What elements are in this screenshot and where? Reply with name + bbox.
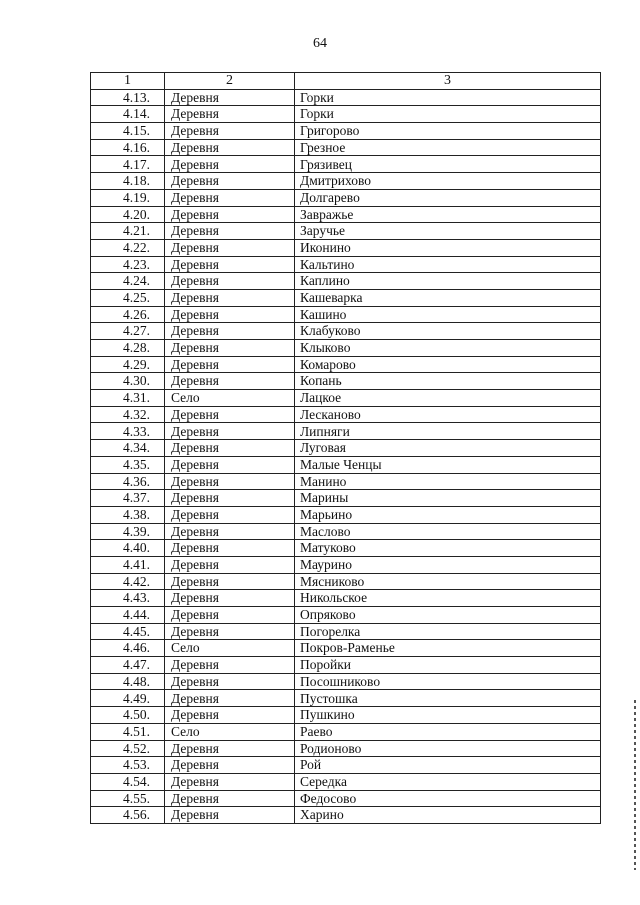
table-row	[91, 757, 601, 774]
settlement-type-cell: Деревня	[165, 173, 295, 190]
settlement-name-cell: Опряково	[295, 607, 601, 624]
table-row	[91, 740, 601, 757]
settlement-name-cell: Лесканово	[295, 406, 601, 423]
column-header-name: 3	[295, 73, 601, 90]
table-row	[91, 323, 601, 340]
row-number-cell: 4.33.	[91, 423, 165, 440]
table-row	[91, 123, 601, 140]
table-row	[91, 673, 601, 690]
settlement-type-cell: Деревня	[165, 506, 295, 523]
settlement-name-cell: Посошниково	[295, 673, 601, 690]
settlement-type-cell: Деревня	[165, 206, 295, 223]
row-number-cell: 4.29.	[91, 356, 165, 373]
row-number-cell: 4.25.	[91, 289, 165, 306]
row-number-cell: 4.37.	[91, 490, 165, 507]
table-row	[91, 173, 601, 190]
settlement-type-cell: Деревня	[165, 273, 295, 290]
row-number-cell: 4.21.	[91, 223, 165, 240]
settlement-type-cell: Деревня	[165, 223, 295, 240]
table-row	[91, 273, 601, 290]
row-number-cell: 4.20.	[91, 206, 165, 223]
table-row	[91, 223, 601, 240]
row-number-cell: 4.42.	[91, 573, 165, 590]
row-number-cell: 4.51.	[91, 723, 165, 740]
settlement-type-cell: Деревня	[165, 139, 295, 156]
settlement-type-cell: Деревня	[165, 657, 295, 674]
settlement-type-cell: Деревня	[165, 607, 295, 624]
row-number-cell: 4.22.	[91, 239, 165, 256]
settlement-name-cell: Раево	[295, 723, 601, 740]
row-number-cell: 4.26.	[91, 306, 165, 323]
settlement-type-cell: Деревня	[165, 773, 295, 790]
settlement-name-cell: Завражье	[295, 206, 601, 223]
settlement-name-cell: Грезное	[295, 139, 601, 156]
settlement-type-cell: Деревня	[165, 340, 295, 357]
table-row	[91, 406, 601, 423]
row-number-cell: 4.39.	[91, 523, 165, 540]
table-row	[91, 456, 601, 473]
settlement-name-cell: Комарово	[295, 356, 601, 373]
settlement-name-cell: Луговая	[295, 440, 601, 457]
settlement-name-cell: Грязивец	[295, 156, 601, 173]
settlement-type-cell: Деревня	[165, 707, 295, 724]
settlement-type-cell: Деревня	[165, 356, 295, 373]
settlement-name-cell: Федосово	[295, 790, 601, 807]
settlement-name-cell: Харино	[295, 807, 601, 824]
table-row	[91, 289, 601, 306]
settlement-name-cell: Дмитрихово	[295, 173, 601, 190]
settlement-type-cell: Деревня	[165, 89, 295, 106]
settlement-name-cell: Каплино	[295, 273, 601, 290]
settlement-name-cell: Рой	[295, 757, 601, 774]
row-number-cell: 4.46.	[91, 640, 165, 657]
table-row	[91, 540, 601, 557]
table-row	[91, 306, 601, 323]
settlement-name-cell: Покров-Раменье	[295, 640, 601, 657]
settlement-name-cell: Пустошка	[295, 690, 601, 707]
settlement-type-cell: Деревня	[165, 156, 295, 173]
row-number-cell: 4.40.	[91, 540, 165, 557]
table-row	[91, 523, 601, 540]
row-number-cell: 4.35.	[91, 456, 165, 473]
settlement-type-cell: Деревня	[165, 373, 295, 390]
row-number-cell: 4.24.	[91, 273, 165, 290]
row-number-cell: 4.41.	[91, 556, 165, 573]
row-number-cell: 4.14.	[91, 106, 165, 123]
row-number-cell: 4.38.	[91, 506, 165, 523]
settlement-type-cell: Деревня	[165, 523, 295, 540]
column-header-type: 2	[165, 73, 295, 90]
table-row	[91, 423, 601, 440]
settlement-name-cell: Липняги	[295, 423, 601, 440]
table-row	[91, 590, 601, 607]
row-number-cell: 4.54.	[91, 773, 165, 790]
table-row	[91, 490, 601, 507]
settlement-name-cell: Долгарево	[295, 189, 601, 206]
settlement-type-cell: Деревня	[165, 189, 295, 206]
table-header-row	[91, 73, 601, 90]
settlement-name-cell: Малые Ченцы	[295, 456, 601, 473]
table-row	[91, 373, 601, 390]
row-number-cell: 4.17.	[91, 156, 165, 173]
row-number-cell: 4.36.	[91, 473, 165, 490]
table-row	[91, 807, 601, 824]
table-row	[91, 89, 601, 106]
table-row	[91, 473, 601, 490]
settlement-type-cell: Деревня	[165, 540, 295, 557]
settlement-type-cell: Деревня	[165, 807, 295, 824]
row-number-cell: 4.44.	[91, 607, 165, 624]
table-row	[91, 657, 601, 674]
settlement-name-cell: Копань	[295, 373, 601, 390]
row-number-cell: 4.34.	[91, 440, 165, 457]
settlement-type-cell: Деревня	[165, 256, 295, 273]
table-row	[91, 189, 601, 206]
settlement-type-cell: Село	[165, 640, 295, 657]
settlement-name-cell: Маурино	[295, 556, 601, 573]
settlement-name-cell: Кашино	[295, 306, 601, 323]
settlement-name-cell: Иконино	[295, 239, 601, 256]
scan-edge-mark	[634, 700, 636, 870]
settlement-name-cell: Мясниково	[295, 573, 601, 590]
row-number-cell: 4.15.	[91, 123, 165, 140]
row-number-cell: 4.45.	[91, 623, 165, 640]
settlement-type-cell: Деревня	[165, 740, 295, 757]
table-row	[91, 690, 601, 707]
settlements-table	[90, 72, 601, 824]
settlement-type-cell: Деревня	[165, 440, 295, 457]
table-row	[91, 239, 601, 256]
table-row	[91, 723, 601, 740]
settlement-type-cell: Деревня	[165, 573, 295, 590]
table-row	[91, 256, 601, 273]
settlement-name-cell: Кальтино	[295, 256, 601, 273]
table-row	[91, 773, 601, 790]
settlement-name-cell: Середка	[295, 773, 601, 790]
row-number-cell: 4.23.	[91, 256, 165, 273]
row-number-cell: 4.28.	[91, 340, 165, 357]
settlement-name-cell: Клыково	[295, 340, 601, 357]
settlement-type-cell: Деревня	[165, 456, 295, 473]
settlement-type-cell: Деревня	[165, 690, 295, 707]
settlement-name-cell: Матуково	[295, 540, 601, 557]
settlement-type-cell: Деревня	[165, 406, 295, 423]
settlement-type-cell: Деревня	[165, 473, 295, 490]
settlement-name-cell: Горки	[295, 106, 601, 123]
table-row	[91, 206, 601, 223]
settlement-name-cell: Родионово	[295, 740, 601, 757]
table-row	[91, 340, 601, 357]
settlement-name-cell: Кашеварка	[295, 289, 601, 306]
table-row	[91, 139, 601, 156]
table-row	[91, 390, 601, 407]
row-number-cell: 4.49.	[91, 690, 165, 707]
row-number-cell: 4.19.	[91, 189, 165, 206]
row-number-cell: 4.27.	[91, 323, 165, 340]
row-number-cell: 4.50.	[91, 707, 165, 724]
row-number-cell: 4.31.	[91, 390, 165, 407]
row-number-cell: 4.47.	[91, 657, 165, 674]
settlement-type-cell: Деревня	[165, 556, 295, 573]
settlement-name-cell: Клабуково	[295, 323, 601, 340]
settlement-type-cell: Деревня	[165, 490, 295, 507]
table-row	[91, 790, 601, 807]
row-number-cell: 4.13.	[91, 89, 165, 106]
table-row	[91, 106, 601, 123]
table-row	[91, 607, 601, 624]
page-number: 64	[313, 36, 327, 51]
settlement-type-cell: Деревня	[165, 790, 295, 807]
settlement-type-cell: Деревня	[165, 323, 295, 340]
row-number-cell: 4.53.	[91, 757, 165, 774]
settlement-name-cell: Лацкое	[295, 390, 601, 407]
settlement-name-cell: Марьино	[295, 506, 601, 523]
settlement-name-cell: Манино	[295, 473, 601, 490]
table-row	[91, 573, 601, 590]
settlement-name-cell: Марины	[295, 490, 601, 507]
settlement-name-cell: Поройки	[295, 657, 601, 674]
settlement-type-cell: Деревня	[165, 757, 295, 774]
row-number-cell: 4.55.	[91, 790, 165, 807]
settlement-type-cell: Деревня	[165, 623, 295, 640]
settlement-type-cell: Деревня	[165, 590, 295, 607]
settlement-type-cell: Село	[165, 390, 295, 407]
row-number-cell: 4.56.	[91, 807, 165, 824]
row-number-cell: 4.43.	[91, 590, 165, 607]
settlement-name-cell: Григорово	[295, 123, 601, 140]
row-number-cell: 4.18.	[91, 173, 165, 190]
table-row	[91, 356, 601, 373]
settlement-name-cell: Заручье	[295, 223, 601, 240]
table-row	[91, 623, 601, 640]
settlement-type-cell: Деревня	[165, 123, 295, 140]
table-row	[91, 640, 601, 657]
settlement-type-cell: Деревня	[165, 306, 295, 323]
table-row	[91, 506, 601, 523]
settlement-type-cell: Деревня	[165, 423, 295, 440]
settlement-type-cell: Деревня	[165, 289, 295, 306]
table-row	[91, 440, 601, 457]
row-number-cell: 4.16.	[91, 139, 165, 156]
row-number-cell: 4.52.	[91, 740, 165, 757]
row-number-cell: 4.32.	[91, 406, 165, 423]
settlement-name-cell: Никольское	[295, 590, 601, 607]
settlement-type-cell: Село	[165, 723, 295, 740]
table-row	[91, 707, 601, 724]
table-row	[91, 556, 601, 573]
settlement-type-cell: Деревня	[165, 673, 295, 690]
row-number-cell: 4.30.	[91, 373, 165, 390]
row-number-cell: 4.48.	[91, 673, 165, 690]
settlement-name-cell: Маслово	[295, 523, 601, 540]
table-row	[91, 156, 601, 173]
settlement-name-cell: Горки	[295, 89, 601, 106]
settlement-type-cell: Деревня	[165, 239, 295, 256]
column-header-number: 1	[91, 73, 165, 90]
table-body	[91, 89, 601, 823]
settlement-name-cell: Погорелка	[295, 623, 601, 640]
settlement-name-cell: Пушкино	[295, 707, 601, 724]
settlement-type-cell: Деревня	[165, 106, 295, 123]
